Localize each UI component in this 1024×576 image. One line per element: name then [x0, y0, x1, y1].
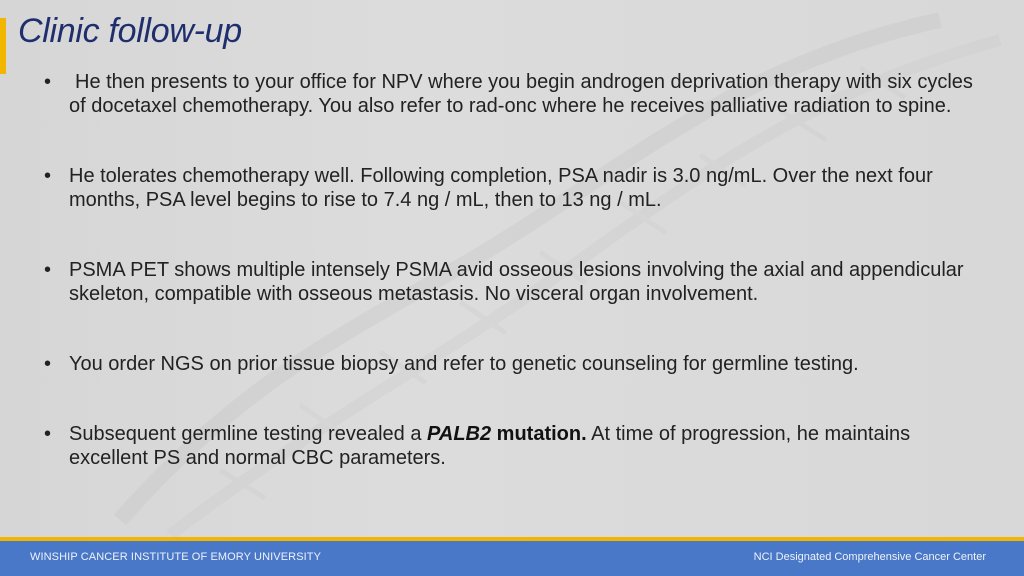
bullet-marker: • — [44, 353, 52, 375]
bullet-list — [44, 70, 984, 470]
mutation-label: mutation. — [491, 423, 587, 445]
bullet-item-2 — [44, 164, 984, 212]
bullet-item-5 — [44, 422, 984, 470]
footer-designation: NCI Designated Comprehensive Cancer Center — [753, 551, 986, 563]
bullet-marker: • — [44, 71, 52, 93]
bullet-text-after: At time of progression, he maintains excellent PS and normal CBC parameters. — [69, 423, 911, 469]
slide-title: Clinic follow-up — [18, 12, 242, 50]
bullet-marker: • — [44, 423, 52, 445]
bullet-marker: • — [44, 165, 52, 187]
gene-name: PALB2 — [427, 423, 492, 445]
bullet-text: You order NGS on prior tissue biopsy and refer to genetic counseling for germline testing. — [69, 353, 859, 375]
bullet-item-3 — [44, 258, 984, 306]
footer-institution: WINSHIP CANCER INSTITUTE OF EMORY UNIVERSITY — [30, 551, 322, 563]
bullet-text: He tolerates chemotherapy well. Following completion, PSA nadir is 3.0 ng/mL. Over the next four months, PSA level begins to rise to 7.4 ng / mL, then to 13 ng / mL. — [69, 165, 933, 211]
bullet-marker: • — [44, 259, 52, 281]
bullet-text: PSMA PET shows multiple intensely PSMA avid osseous lesions involving the axial and appendicular skeleton, compatible with osseous metastasis. No visceral organ involvement. — [69, 259, 964, 305]
bullet-item-1 — [44, 70, 984, 118]
bullet-item-4 — [44, 352, 984, 376]
footer-bar — [0, 541, 1024, 576]
title-accent-bar — [0, 18, 6, 74]
bullet-text-before: Subsequent germline testing revealed a — [69, 423, 428, 445]
bullet-text: He then presents to your office for NPV where you begin androgen deprivation therapy with six cycles of docetaxel chemotherapy. You also refer to rad-onc where he receives palliative radiation to spine. — [69, 71, 973, 117]
